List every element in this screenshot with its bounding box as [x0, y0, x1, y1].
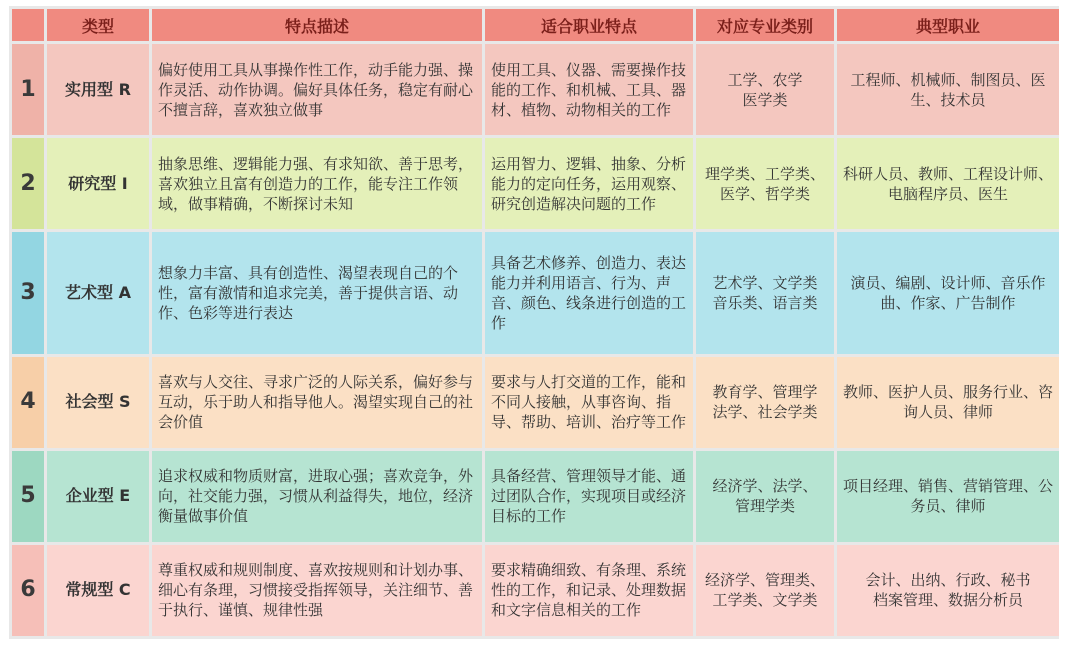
row-type: 社会型 S [47, 357, 149, 448]
row-number: 4 [12, 357, 44, 448]
row-number: 2 [12, 138, 44, 229]
table-row [12, 451, 1059, 542]
row-major-category: 经济学、管理类、 工学类、文学类 [696, 545, 834, 636]
table-row [12, 545, 1059, 636]
row-description: 尊重权威和规则制度、喜欢按规则和计划办事、细心有条理，习惯接受指挥领导，关注细节、善于执行、谨慎、规律性强 [152, 545, 482, 636]
row-description: 抽象思维、逻辑能力强、有求知欲、善于思考，喜欢独立且富有创造力的工作，能专注工作领域，做事精确，不断探讨未知 [152, 138, 482, 229]
row-typical-careers: 演员、编剧、设计师、音乐作曲、作家、广告制作 [837, 232, 1059, 353]
row-major-category: 工学、农学 医学类 [696, 44, 834, 135]
row-major-category: 教育学、管理学 法学、社会学类 [696, 357, 834, 448]
row-number: 5 [12, 451, 44, 542]
row-description: 追求权威和物质财富，进取心强；喜欢竞争，外向，社交能力强，习惯从利益得失，地位，经济衡量做事价值 [152, 451, 482, 542]
row-typical-careers: 教师、医护人员、服务行业、咨询人员、律师 [837, 357, 1059, 448]
row-number: 1 [12, 44, 44, 135]
row-number: 3 [12, 232, 44, 353]
header-typical-careers: 典型职业 [837, 9, 1059, 41]
table-row [12, 232, 1059, 353]
header-type: 类型 [47, 9, 149, 41]
row-major-category: 艺术学、文学类 音乐类、语言类 [696, 232, 834, 353]
row-job-traits: 运用智力、逻辑、抽象、分析能力的定向任务，运用观察、研究创造解决问题的工作 [485, 138, 693, 229]
header-job-traits: 适合职业特点 [485, 9, 693, 41]
row-job-traits: 使用工具、仪器、需要操作技能的工作、和机械、工具、器材、植物、动物相关的工作 [485, 44, 693, 135]
table-row [12, 44, 1059, 135]
header-major-category: 对应专业类别 [696, 9, 834, 41]
row-typical-careers: 科研人员、教师、工程设计师、电脑程序员、医生 [837, 138, 1059, 229]
row-type: 企业型 E [47, 451, 149, 542]
table-row [12, 138, 1059, 229]
holland-career-table-container [9, 6, 1059, 639]
row-typical-careers: 会计、出纳、行政、秘书 档案管理、数据分析员 [837, 545, 1059, 636]
holland-career-table [9, 6, 1062, 639]
row-job-traits: 要求与人打交道的工作，能和不同人接触，从事咨询、指导、帮助、培训、治疗等工作 [485, 357, 693, 448]
table-row [12, 357, 1059, 448]
row-job-traits: 具备艺术修养、创造力、表达能力并利用语言、行为、声音、颜色、线条进行创造的工作 [485, 232, 693, 353]
row-type: 常规型 C [47, 545, 149, 636]
row-type: 研究型 I [47, 138, 149, 229]
row-description: 喜欢与人交往、寻求广泛的人际关系，偏好参与互动，乐于助人和指导他人。渴望实现自己的社会价值 [152, 357, 482, 448]
row-description: 偏好使用工具从事操作性工作，动手能力强、操作灵活、动作协调。偏好具体任务，稳定有耐心不擅言辞，喜欢独立做事 [152, 44, 482, 135]
header-number [12, 9, 44, 41]
row-type: 实用型 R [47, 44, 149, 135]
row-type: 艺术型 A [47, 232, 149, 353]
row-number: 6 [12, 545, 44, 636]
row-job-traits: 具备经营、管理领导才能、通过团队合作，实现项目或经济目标的工作 [485, 451, 693, 542]
row-job-traits: 要求精确细致、有条理、系统性的工作，和记录、处理数据和文字信息相关的工作 [485, 545, 693, 636]
row-description: 想象力丰富、具有创造性、渴望表现自己的个性，富有激情和追求完美，善于提供言语、动作、色彩等进行表达 [152, 232, 482, 353]
row-typical-careers: 项目经理、销售、营销管理、公务员、律师 [837, 451, 1059, 542]
row-typical-careers: 工程师、机械师、制图员、医生、技术员 [837, 44, 1059, 135]
header-description: 特点描述 [152, 9, 482, 41]
row-major-category: 经济学、法学、 管理学类 [696, 451, 834, 542]
row-major-category: 理学类、工学类、医学、哲学类 [696, 138, 834, 229]
table-header-row [12, 9, 1059, 41]
